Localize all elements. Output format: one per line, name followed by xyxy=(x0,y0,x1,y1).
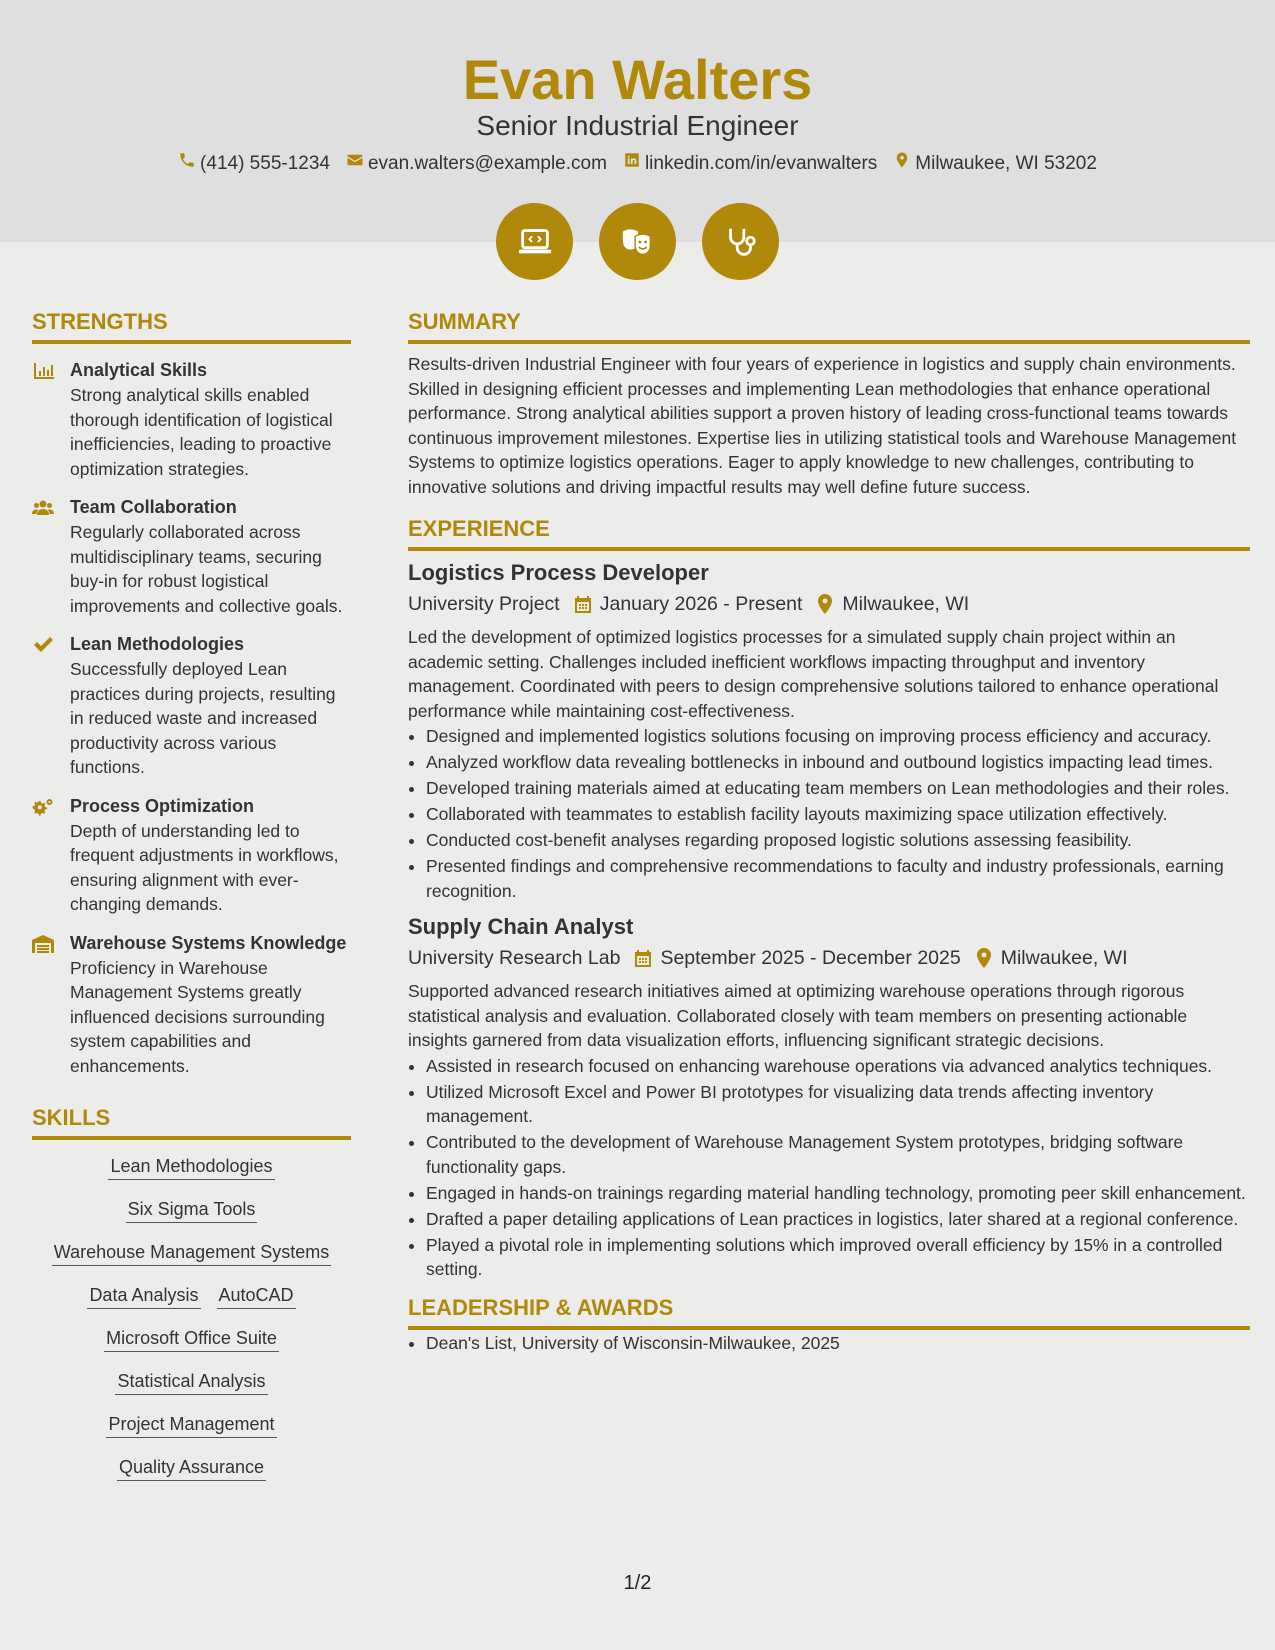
list-item: • Dean's List, University of Wisconsin-Milwaukee, 2025 xyxy=(426,1331,1250,1356)
skill-tag: Project Management xyxy=(106,1412,276,1438)
skill-tag: Six Sigma Tools xyxy=(126,1197,258,1223)
strength-name: Lean Methodologies xyxy=(70,634,245,654)
job-org: University Research Lab xyxy=(408,947,621,969)
email-link[interactable]: evan.walters@example.com xyxy=(367,153,607,174)
experience-heading: EXPERIENCE xyxy=(408,515,1250,551)
location-text: Milwaukee, WI 53202 xyxy=(915,153,1097,174)
map-pin-icon xyxy=(975,948,993,968)
strength-item xyxy=(32,931,351,1079)
contact-row xyxy=(0,150,1275,178)
list-item: • Presented findings and comprehensive recommendations to faculty and industry professionals, earning recognition. xyxy=(426,854,1250,903)
job-meta xyxy=(408,943,1250,973)
list-item: • Designed and implemented logistics solutions focusing on improving process efficiency and accuracy. xyxy=(426,724,1250,749)
strength-item xyxy=(32,358,351,481)
contact-location xyxy=(893,150,1097,178)
strength-desc: Depth of understanding led to frequent adjustments in workflows, ensuring alignment with ever-changing demands. xyxy=(70,820,339,914)
cogs-icon xyxy=(32,794,56,917)
strength-desc: Strong analytical skills enabled thorough identification of logistical inefficiencies, leading to proactive optimization strategies. xyxy=(70,385,333,479)
strength-desc: Proficiency in Warehouse Management Systems greatly influenced decisions surrounding system capabilities and enhancements. xyxy=(70,957,325,1076)
list-item: • Contributed to the development of Warehouse Management System prototypes, bridging software functionality gaps. xyxy=(426,1130,1250,1179)
left-column xyxy=(32,308,351,1498)
strength-desc: Regularly collaborated across multidisciplinary teams, securing buy-in for robust logistical improvements and collective goals. xyxy=(70,522,343,616)
theater-masks-icon xyxy=(599,203,676,280)
list-item: • Developed training materials aimed at educating team members on Lean methodologies and their roles. xyxy=(426,776,1250,801)
skill-tag: Statistical Analysis xyxy=(115,1369,267,1395)
calendar-icon xyxy=(634,948,652,968)
strength-item xyxy=(32,495,351,618)
strength-name: Team Collaboration xyxy=(70,497,237,517)
candidate-name: Evan Walters xyxy=(462,48,813,111)
list-item: • Played a pivotal role in implementing solutions which improved overall efficiency by 15% in a controlled setting. xyxy=(426,1233,1250,1282)
phone-icon xyxy=(178,150,196,178)
strength-name: Process Optimization xyxy=(70,795,255,816)
contact-email xyxy=(346,150,607,178)
skill-tag: Warehouse Management Systems xyxy=(52,1240,331,1266)
job-location: Milwaukee, WI xyxy=(842,593,970,615)
skills-list xyxy=(32,1154,351,1481)
list-item: • Analyzed workflow data revealing bottlenecks in inbound and outbound logistics impacting lead times. xyxy=(426,750,1250,775)
skill-tag: AutoCAD xyxy=(217,1283,296,1309)
contact-phone xyxy=(178,150,330,178)
skill-tag: Lean Methodologies xyxy=(108,1154,274,1180)
envelope-icon xyxy=(346,150,364,178)
map-pin-icon xyxy=(893,150,911,178)
skills-heading: SKILLS xyxy=(32,1104,351,1140)
list-item: • Conducted cost-benefit analyses regarding proposed logistic solutions assessing feasibility. xyxy=(426,828,1250,853)
laptop-code-icon xyxy=(496,203,573,280)
job-entry xyxy=(408,559,1250,903)
list-item: • Engaged in hands-on trainings regarding material handling technology, promoting peer skill enhancement. xyxy=(426,1181,1250,1206)
job-location: Milwaukee, WI xyxy=(1000,947,1128,969)
list-item: • Utilized Microsoft Excel and Power BI prototypes for visualizing data trends affecting inventory management. xyxy=(426,1080,1250,1129)
strength-item xyxy=(32,632,351,780)
job-entry xyxy=(408,913,1250,1282)
job-org: University Project xyxy=(408,593,560,615)
phone-text[interactable]: (414) 555-1234 xyxy=(200,153,330,174)
job-bullets xyxy=(408,1054,1250,1282)
calendar-icon xyxy=(574,594,592,614)
strength-name: Warehouse Systems Knowledge xyxy=(70,932,347,953)
list-item: • Collaborated with teammates to establish facility layouts maximizing space utilization effectively. xyxy=(426,802,1250,827)
skill-tag: Data Analysis xyxy=(87,1283,200,1309)
contact-linkedin xyxy=(623,150,877,178)
page-number: 1/2 xyxy=(623,1572,652,1594)
strength-desc: Successfully deployed Lean practices during projects, resulting in reduced waste and increased productivity across various functions. xyxy=(70,659,336,777)
strength-item xyxy=(32,794,351,917)
job-description: Led the development of optimized logistics processes for a simulated supply chain project within an academic setting. Challenges included inefficient workflows impacting throughput and inventory management. Coordinated with peers to design comprehensive solutions tailored to enhance operational performance while maintaining cost-effectiveness. xyxy=(408,627,1219,721)
job-title: Supply Chain Analyst xyxy=(408,914,634,939)
strength-name: Analytical Skills xyxy=(70,360,208,380)
job-title: Logistics Process Developer xyxy=(408,560,709,585)
summary-text: Results-driven Industrial Engineer with four years of experience in logistics and supply chain environments. Skilled in designing efficient processes and implementing Lean methodologies that enhance operational performance. Strong analytical abilities support a proven history of leading cross-functional teams towards continuous improvement milestones. Expertise lies in utilizing statistical tools and Warehouse Management Systems to optimize logistics operations. Eager to apply knowledge to new challenges, contributing to innovative solutions and driving impactful results may well define future success. xyxy=(408,354,1237,497)
linkedin-link[interactable]: linkedin.com/in/evanwalters xyxy=(644,153,878,174)
stethoscope-icon xyxy=(702,203,779,280)
bar-chart-icon xyxy=(32,358,56,481)
list-item: • Assisted in research focused on enhancing warehouse operations via advanced analytics techniques. xyxy=(426,1054,1250,1079)
strengths-heading: STRENGTHS xyxy=(32,308,351,344)
awards-list xyxy=(408,1331,1250,1356)
job-dates: January 2026 - Present xyxy=(599,593,803,615)
job-dates: September 2025 - December 2025 xyxy=(660,947,961,969)
check-icon xyxy=(32,632,56,780)
awards-heading: LEADERSHIP & AWARDS xyxy=(408,1294,1250,1330)
summary-heading: SUMMARY xyxy=(408,308,1250,344)
job-bullets xyxy=(408,724,1250,903)
skill-tag: Quality Assurance xyxy=(117,1455,266,1481)
list-item: • Drafted a paper detailing applications of Lean practices in logistics, later shared at a regional conference. xyxy=(426,1207,1250,1232)
warehouse-icon xyxy=(32,931,56,1079)
skill-tag: Microsoft Office Suite xyxy=(104,1326,279,1352)
interest-badges xyxy=(0,203,1275,280)
job-description: Supported advanced research initiatives aimed at optimizing warehouse operations through rigorous statistical analysis and evaluation. Collaborated closely with team members on presenting actionable insights garnered from data visualization efforts, influencing significant strategic decisions. xyxy=(408,981,1188,1050)
map-pin-icon xyxy=(816,594,834,614)
users-icon xyxy=(32,495,56,618)
linkedin-icon xyxy=(623,150,641,178)
job-meta xyxy=(408,589,1250,619)
candidate-title: Senior Industrial Engineer xyxy=(476,110,799,141)
right-column xyxy=(408,308,1250,1357)
